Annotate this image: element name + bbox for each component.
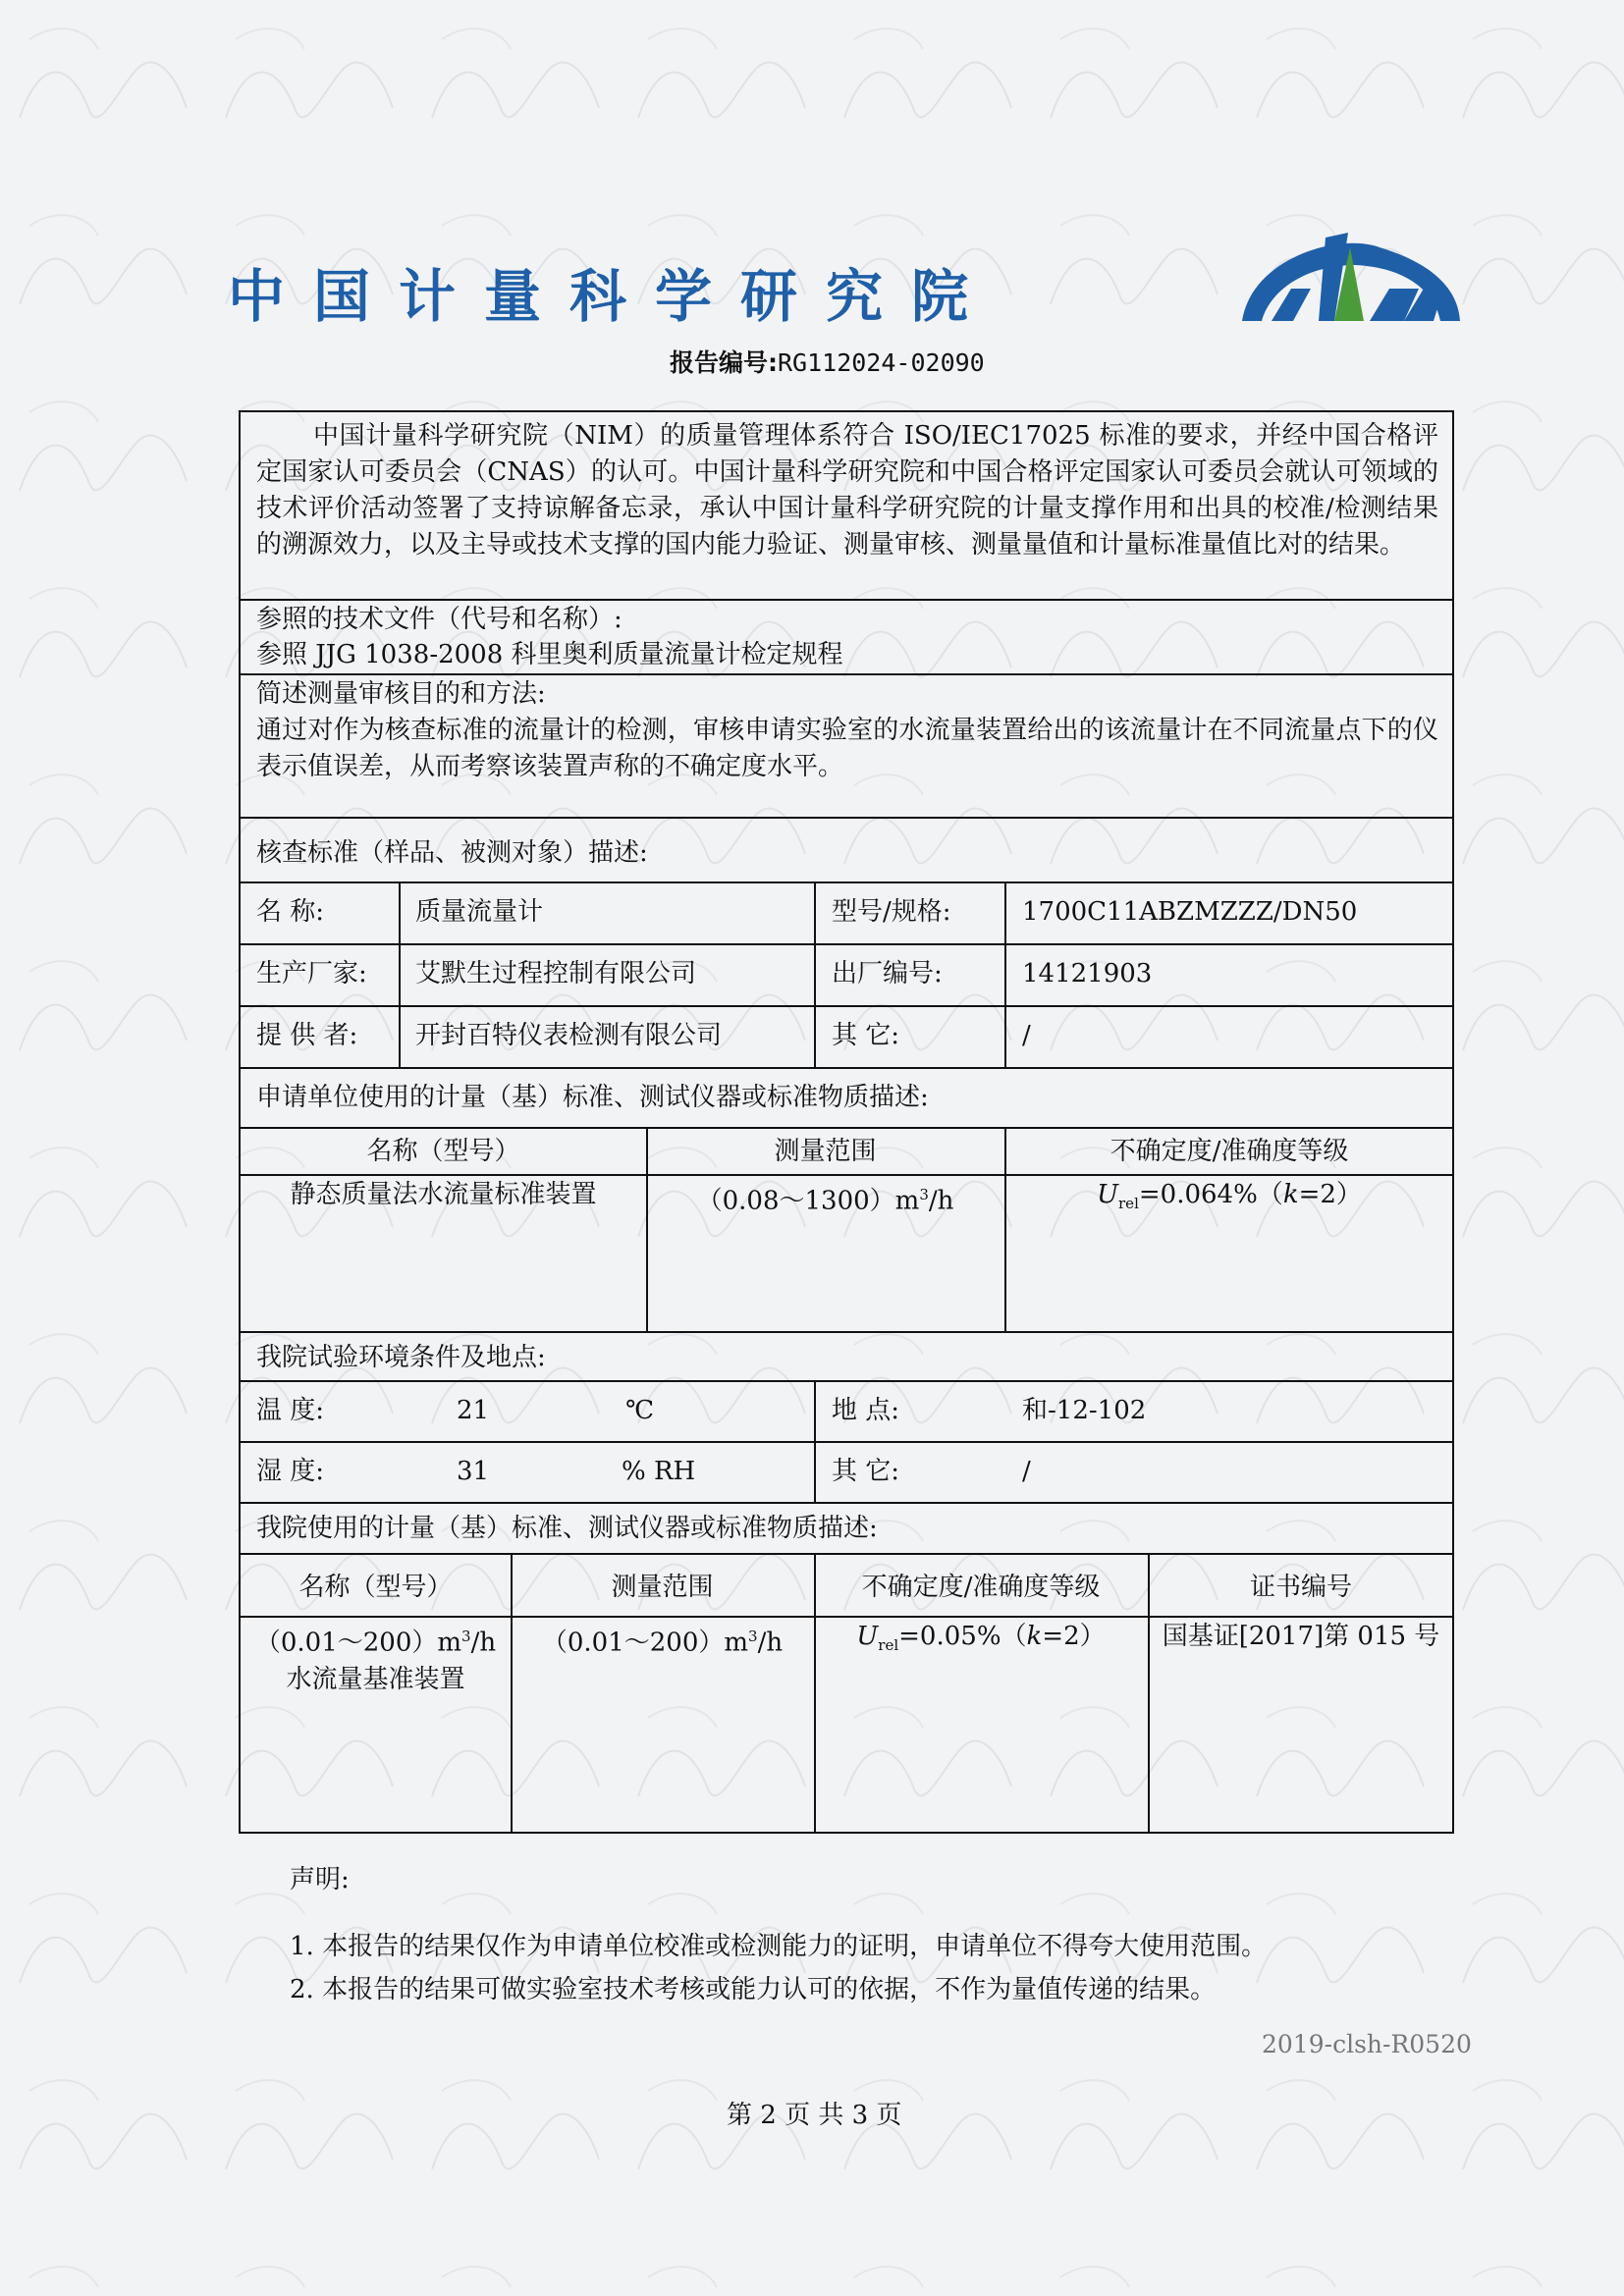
- name-label: 名 称:: [256, 897, 325, 927]
- nim-logo-icon: [1232, 228, 1468, 344]
- applicant-col-range: 测量范围: [774, 1137, 877, 1166]
- serial-label: 出厂编号:: [832, 959, 943, 988]
- applicant-unc-eq: =0.064%（: [1138, 1180, 1283, 1209]
- environment-label: 我院试验环境条件及地点:: [256, 1343, 546, 1372]
- check-row-provider: [241, 1007, 1452, 1069]
- applicant-col-uncertainty: 不确定度/准确度等级: [1110, 1137, 1349, 1166]
- nim-divider-3: [1148, 1555, 1150, 1834]
- nim-unc-u: U: [856, 1622, 879, 1651]
- page-number: 第 2 页 共 3 页: [727, 2101, 902, 2130]
- reference-label: 参照的技术文件（代号和名称）:: [256, 605, 623, 634]
- check-standard-label: 核查标准（样品、被测对象）描述:: [256, 838, 648, 868]
- report-table: [239, 410, 1454, 1834]
- applicant-name: 静态质量法水流量标准装置: [290, 1180, 597, 1209]
- nim-name-sup: 3: [461, 1628, 471, 1645]
- intro-section: [241, 412, 1452, 601]
- purpose-label: 简述测量审核目的和方法:: [256, 679, 546, 709]
- applicant-uncertainty: [1004, 1176, 1454, 1222]
- nim-divider-2: [814, 1555, 816, 1834]
- name-value: 质量流量计: [415, 897, 544, 927]
- applicant-divider-2: [1004, 1129, 1006, 1333]
- nim-table-row: [241, 1618, 1452, 1836]
- statement-item-1: 1. 本报告的结果仅作为申请单位校准或检测能力的证明，申请单位不得夸大使用范围。: [290, 1932, 1268, 1961]
- nim-range: [511, 1618, 814, 1662]
- applicant-unc-sub: rel: [1118, 1195, 1139, 1213]
- nim-range-text: （0.01～200）m: [541, 1628, 749, 1658]
- nim-table-header: [241, 1555, 1452, 1618]
- nim-divider-1: [511, 1555, 513, 1834]
- report-number: [670, 344, 985, 379]
- statement-item-2: 2. 本报告的结果可做实验室技术考核或能力认可的依据，不作为量值传递的结果。: [290, 1975, 1217, 2004]
- check-row-maker: [241, 945, 1452, 1007]
- check-row-name: [241, 883, 1452, 945]
- maker-label: 生产厂家:: [256, 959, 367, 988]
- reference-section: [241, 601, 1452, 675]
- report-number-label: 报告编号:: [670, 348, 778, 377]
- applicant-range-text: （0.08～1300）m: [696, 1186, 920, 1216]
- nim-uncertainty: [814, 1618, 1148, 1664]
- environment-divider: [814, 1382, 816, 1504]
- check-divider-3: [1004, 883, 1006, 1069]
- applicant-col-name: 名称（型号）: [366, 1137, 520, 1166]
- nim-name-line2: 水流量基准装置: [286, 1665, 465, 1694]
- model-label: 型号/规格:: [832, 897, 951, 927]
- applicant-range-sup: 3: [919, 1186, 929, 1203]
- nim-col-range: 测量范围: [611, 1573, 714, 1602]
- nim-name-unit: /h: [470, 1628, 497, 1658]
- form-code: 2019-clsh-R0520: [1262, 2030, 1472, 2058]
- nim-unc-sub: rel: [878, 1636, 899, 1655]
- nim-range-unit: /h: [757, 1628, 784, 1658]
- nim-name-text: （0.01～200）m: [254, 1628, 462, 1658]
- maker-value: 艾默生过程控制有限公司: [415, 959, 697, 988]
- env-other-label: 其 它:: [832, 1457, 900, 1486]
- applicant-table-row: [241, 1176, 1452, 1333]
- applicant-standard-label: 申请单位使用的计量（基）标准、测试仪器或标准物质描述:: [256, 1083, 929, 1112]
- nim-name-line1: [241, 1618, 511, 1662]
- applicant-table-header: [241, 1129, 1452, 1176]
- nim-col-cert: 证书编号: [1249, 1573, 1352, 1602]
- nim-unc-eq: =0.05%（: [898, 1622, 1027, 1651]
- purpose-text: 通过对作为核查标准的流量计的检测，审核申请实验室的水流量装置给出的该流量计在不同流量点下的仪表示值误差，从而考察该装置声称的不确定度水平。: [256, 716, 1438, 781]
- statement-title: 声明:: [290, 1865, 350, 1895]
- applicant-standard-header: [241, 1069, 1452, 1129]
- intro-text: 中国计量科学研究院（NIM）的质量管理体系符合 ISO/IEC17025 标准的要求，并经中国合格评定国家认可委员会（CNAS）的认可。中国计量科学研究院和中国合格评定国家认可委员会就认可领域的技术评价活动签署了支持谅解备忘录，承认中国计量科学研究院的计量支撑作用和出具的校准/检测结果的溯源效力，以及主导或技术支撑的国内能力验证、测量审核、测量量值和计量标准量值比对的结果。: [256, 421, 1438, 560]
- location-value: 和-12-102: [1022, 1396, 1147, 1425]
- nim-cert: 国基证[2017]第 015 号: [1162, 1622, 1440, 1651]
- purpose-section: [241, 675, 1452, 819]
- nim-standard-header: [241, 1504, 1452, 1555]
- applicant-range-unit: /h: [928, 1186, 954, 1216]
- reference-value: 参照 JJG 1038-2008 科里奥利质量流量计检定规程: [256, 640, 843, 669]
- provider-label: 提 供 者:: [256, 1021, 358, 1050]
- provider-value: 开封百特仪表检测有限公司: [415, 1021, 723, 1050]
- nim-unc-k: k: [1026, 1622, 1043, 1651]
- environment-row-humidity: [241, 1443, 1452, 1504]
- humidity-unit: % RH: [622, 1457, 696, 1486]
- location-label: 地 点:: [832, 1396, 900, 1425]
- nim-col-name: 名称（型号）: [298, 1573, 453, 1602]
- humidity-label: 湿 度:: [256, 1457, 325, 1486]
- environment-row-temp: [241, 1382, 1452, 1443]
- env-other-value: /: [1022, 1457, 1031, 1486]
- applicant-unc-u: U: [1097, 1180, 1119, 1209]
- nim-range-sup: 3: [748, 1628, 758, 1645]
- check-divider-1: [399, 883, 401, 1069]
- applicant-unc-k: k: [1282, 1180, 1299, 1209]
- temp-unit: ℃: [625, 1396, 655, 1425]
- nim-unc-tail: =2）: [1042, 1622, 1106, 1651]
- other-label: 其 它:: [832, 1021, 900, 1050]
- humidity-value: 31: [457, 1457, 490, 1486]
- temp-label: 温 度:: [256, 1396, 325, 1425]
- serial-value: 14121903: [1022, 959, 1153, 988]
- nim-standard-label: 我院使用的计量（基）标准、测试仪器或标准物质描述:: [256, 1514, 878, 1543]
- applicant-unc-tail: =2）: [1298, 1180, 1362, 1209]
- nim-col-uncertainty: 不确定度/准确度等级: [861, 1573, 1101, 1602]
- environment-header: [241, 1333, 1452, 1382]
- organization-title: 中国计量科学研究院: [228, 263, 998, 330]
- check-divider-2: [814, 883, 816, 1069]
- report-number-value: RG112024-02090: [778, 348, 985, 377]
- check-standard-header: [241, 819, 1452, 883]
- temp-value: 21: [457, 1396, 490, 1425]
- model-value: 1700C11ABZMZZZ/DN50: [1022, 897, 1358, 927]
- applicant-range: [646, 1176, 1004, 1220]
- other-value: /: [1022, 1021, 1031, 1050]
- applicant-divider-1: [646, 1129, 648, 1333]
